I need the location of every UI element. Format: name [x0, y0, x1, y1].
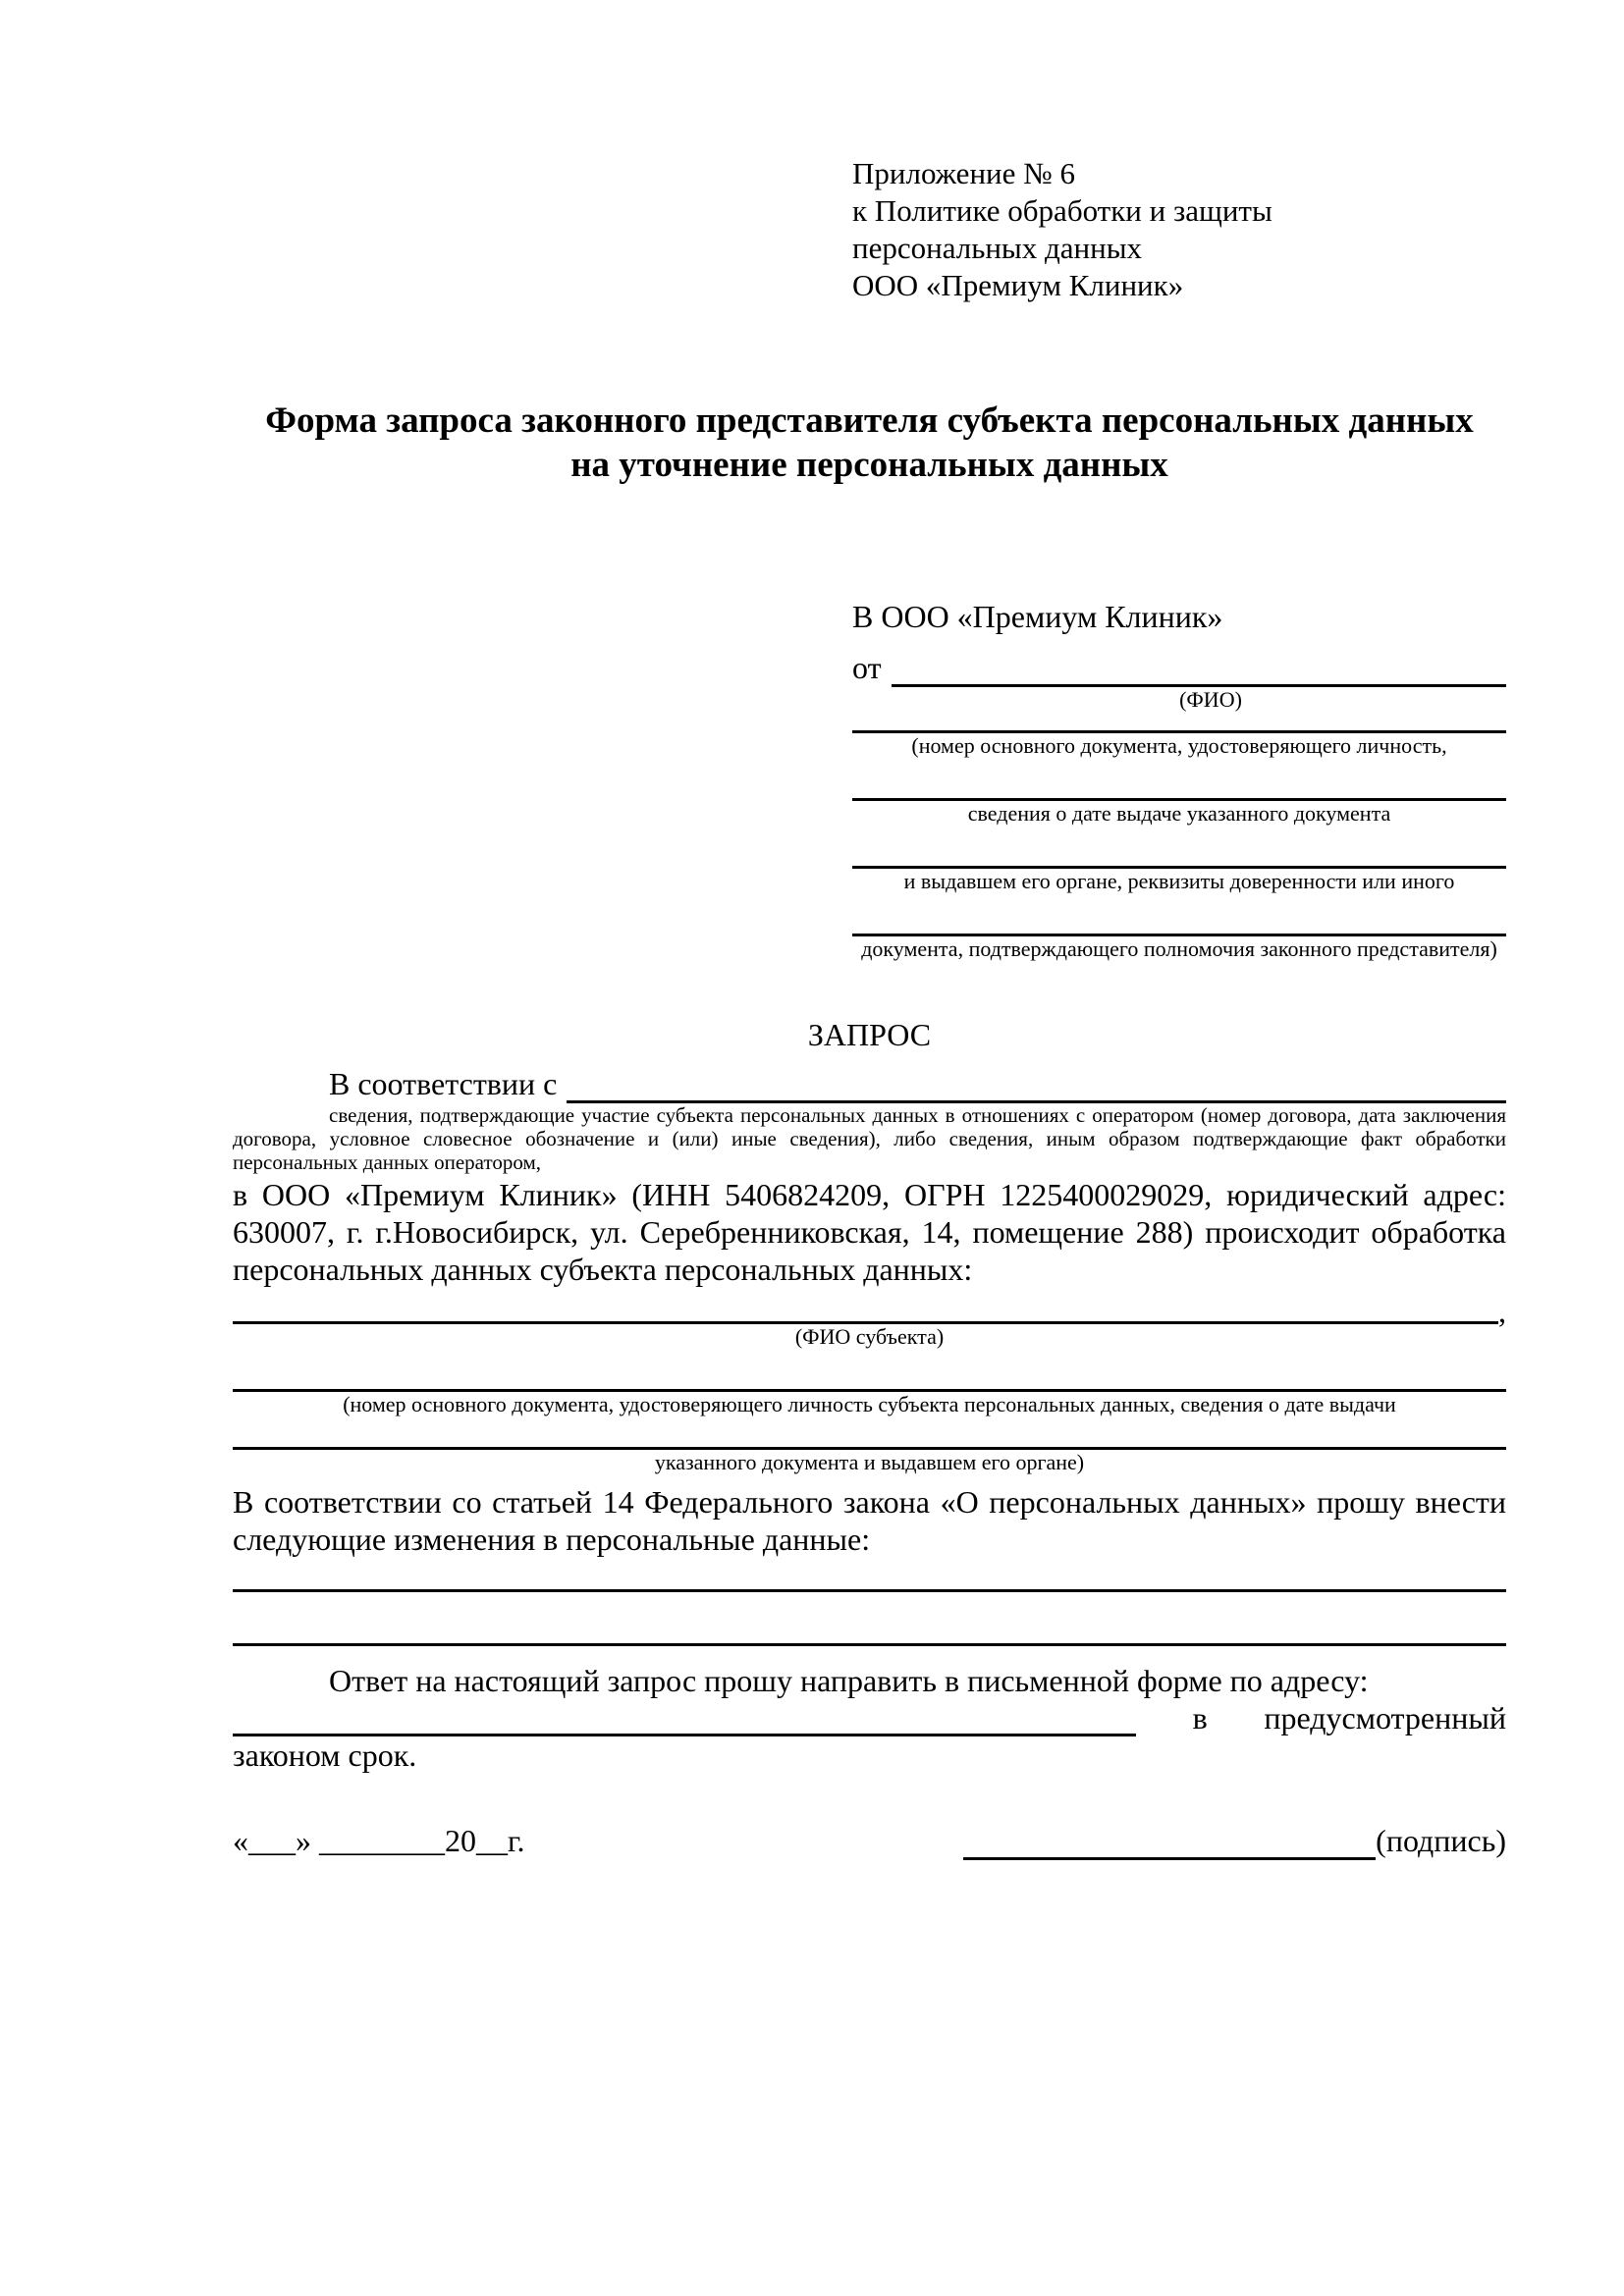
field-caption: (номер основного документа, удостоверяющего личность, — [911, 733, 1447, 758]
subject-doc-field — [233, 1389, 1506, 1417]
law-paragraph: В соответствии со статьей 14 Федерального закона «О персональных данных» прошу внести следующие изменения в персональные данные: — [233, 1484, 1506, 1557]
appendix-line: к Политике обработки и защиты — [852, 193, 1272, 228]
representative-doc-field — [852, 730, 1506, 759]
page-title-line-1: Форма запроса законного представителя субъекта персональных данных — [265, 400, 1474, 441]
request-intro-row — [233, 1064, 1506, 1103]
request-heading: ЗАПРОС — [807, 1017, 932, 1052]
appendix-line: ООО «Премиум Клиник» — [852, 268, 1184, 302]
signature-row — [233, 1821, 1506, 1860]
fill-in-line-relation-basis — [567, 1069, 1506, 1103]
subject-fio-caption: (ФИО субъекта) — [794, 1324, 945, 1349]
representative-doc-field — [852, 798, 1506, 827]
date-blank: «___» ________20__г. — [233, 1823, 525, 1858]
fill-in-line-changes-1 — [233, 1589, 1506, 1592]
answer-word: в — [1192, 1700, 1208, 1735]
from-label: от — [852, 650, 882, 685]
field-caption: документа, подтверждающего полномочия законного представителя) — [861, 936, 1497, 961]
answer-paragraph-end: законом срок. — [233, 1737, 417, 1773]
addressee-from-row — [852, 648, 1506, 687]
field-caption: и выдавшем его органе, реквизиты доверенности или иного — [903, 869, 1455, 893]
fio-caption: (ФИО) — [1179, 687, 1242, 712]
page-title — [233, 399, 1506, 487]
fill-in-line-representative-fio — [892, 653, 1506, 687]
trailing-comma: , — [1498, 1294, 1506, 1329]
signature-block — [963, 1821, 1506, 1860]
intro-label: В соответствии с — [329, 1066, 558, 1101]
addressee-to: В ООО «Премиум Клиник» — [852, 599, 1223, 634]
operator-paragraph: в ООО «Премиум Клиник» (ИНН 5406824209, ОГРН 1225400029029, юридический адрес: 630007, г. г.Новосибирск, ул. Серебренниковская, 14, помещение 288) происходит обработка персональных данных субъекта персональных данных: — [233, 1177, 1506, 1287]
signature-caption: (подпись) — [1376, 1823, 1506, 1858]
appendix-line: персональных данных — [852, 231, 1143, 265]
appendix-block — [852, 0, 1506, 304]
field-caption: (номер основного документа, удостоверяющего личность субъекта персональных данных, сведения о дате выдачи — [343, 1392, 1396, 1416]
appendix-line: Приложение № 6 — [852, 156, 1075, 190]
field-caption: указанного документа и выдавшем его органе) — [654, 1450, 1085, 1474]
subject-fio-row — [233, 1294, 1506, 1329]
document-content — [233, 0, 1506, 1860]
representative-doc-field — [852, 934, 1506, 962]
intro-caption: сведения, подтверждающие участие субъекта персональных данных в отношениях с оператором (номер договора, дата заключения договора, условное словесное обозначение и (или) иные сведения), либо сведения, иным образом подтверждающие факт обработки персональных данных оператором, — [233, 1103, 1506, 1174]
fill-in-line-changes-2 — [233, 1643, 1506, 1646]
page-title-line-2: на уточнение персональных данных — [570, 445, 1168, 485]
field-caption: сведения о дате выдаче указанного документа — [967, 801, 1391, 826]
answer-paragraph-start: Ответ на настоящий запрос прошу направить в письменной форме по адресу: — [329, 1663, 1369, 1698]
fill-in-line-signature — [963, 1828, 1376, 1860]
subject-doc-field — [233, 1447, 1506, 1475]
fill-in-line-address — [233, 1704, 1136, 1736]
answer-word: предусмотренный — [1264, 1700, 1506, 1735]
answer-address-row — [233, 1699, 1506, 1736]
representative-doc-field — [852, 866, 1506, 894]
fill-in-line-subject-fio — [233, 1296, 1498, 1324]
